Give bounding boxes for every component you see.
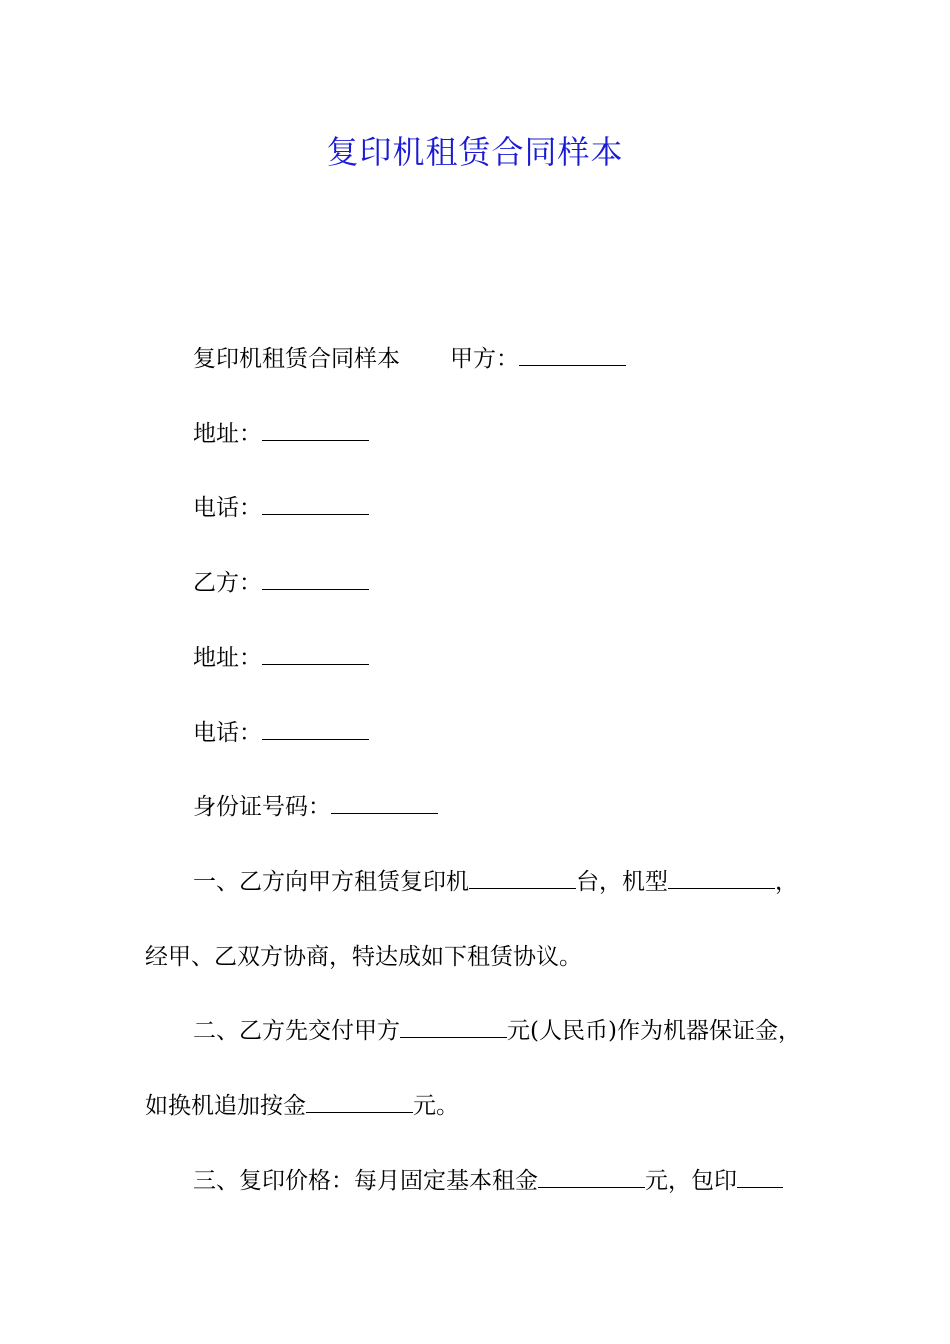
clause3-rent-blank[interactable] [538,1165,645,1188]
party-a-address-blank[interactable] [262,418,369,441]
clause1-line2 [145,941,582,973]
clause2-line1 [193,1015,801,1047]
clause2-extra-deposit-blank[interactable] [306,1090,413,1113]
clause2-line2 [145,1090,459,1122]
party-a-blank[interactable] [519,343,626,366]
party-a-phone-label: 电话： [193,495,262,521]
party-b-address-line [193,642,369,674]
party-a-address-line [193,418,369,450]
clause3-part1: 三、复印价格：每月固定基本租金 [193,1168,538,1194]
party-b-address-blank[interactable] [262,642,369,665]
clause1-part4: 经甲、乙双方协商，特达成如下租赁协议。 [145,944,582,970]
party-b-label: 乙方： [193,570,262,596]
clause1-part1: 一、乙方向甲方租赁复印机 [193,869,469,895]
party-a-address-label: 地址： [193,421,262,447]
clause1-line1 [193,866,798,898]
clause2-part2: 元(人民币)作为机器保证金， [507,1018,801,1044]
party-b-phone-label: 电话： [193,720,262,746]
clause3-line1 [193,1165,783,1197]
clause2-part3: 如换机追加按金 [145,1093,306,1119]
party-b-blank[interactable] [262,567,369,590]
clause1-part2: 台，机型 [576,869,668,895]
header-line [193,343,626,375]
clause3-part2: 元，包印 [645,1168,737,1194]
id-number-label: 身份证号码： [193,794,331,820]
party-a-phone-line [193,492,369,524]
id-number-blank[interactable] [331,791,438,814]
party-b-phone-blank[interactable] [262,717,369,740]
party-b-phone-line [193,717,369,749]
clause2-part4: 元。 [413,1093,459,1119]
clause2-part1: 二、乙方先交付甲方 [193,1018,400,1044]
clause3-copies-blank[interactable] [737,1165,783,1188]
party-b-line [193,567,369,599]
clause2-deposit-blank[interactable] [400,1015,507,1038]
document-title: 复印机租赁合同样本 [326,133,624,171]
header-prefix: 复印机租赁合同样本 [193,346,400,372]
party-b-address-label: 地址： [193,645,262,671]
clause1-quantity-blank[interactable] [469,866,576,889]
clause1-part3: ， [775,869,798,895]
party-a-label: 甲方： [450,346,519,372]
clause1-model-blank[interactable] [668,866,775,889]
id-number-line [193,791,438,823]
party-a-phone-blank[interactable] [262,492,369,515]
